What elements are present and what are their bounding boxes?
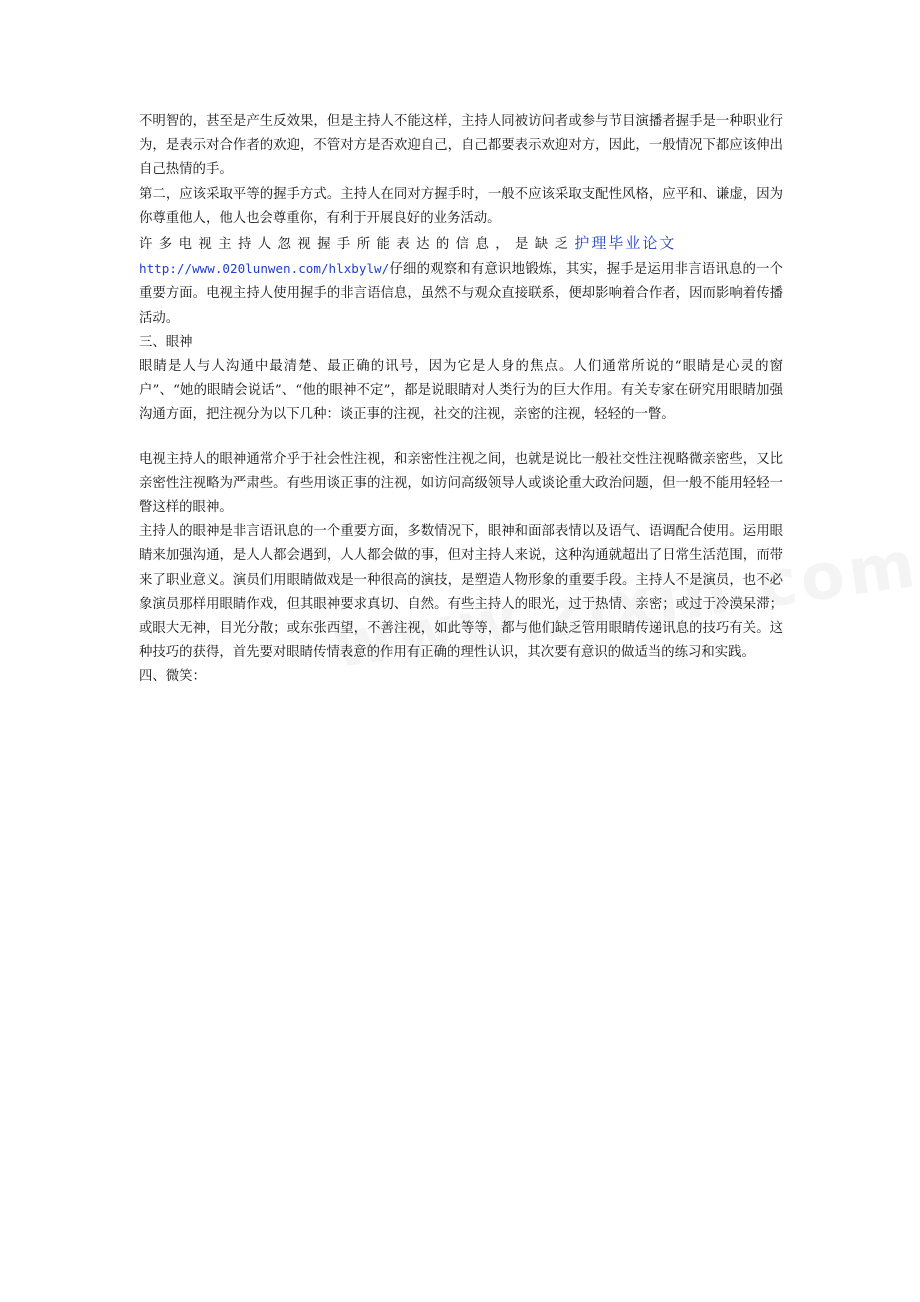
paragraph-handshake-intro: 不明智的，甚至是产生反效果，但是主持人不能这样，主持人同被访问者或参与节目演播者握手是一种职业行为，是表示对合作者的欢迎，不管对方是否欢迎自己，自己都要表示欢迎对方，因此，一般情况下都应该伸出自己热情的手。: [139, 114, 783, 178]
thesis-url-link[interactable]: http://www.020lunwen.com/hlxbylw/: [139, 261, 390, 277]
paragraph-text-end: 仔细的观察和有意识地锻炼，其实，握手是运用非言语讯息的一个重要方面。电视主持人使用握手的非言语信息，虽然不与观众直接联系，便却影响着合作者，因而影响着传播活动。: [139, 262, 783, 326]
paragraph-handshake-info: [139, 231, 783, 331]
paragraph-gap: [139, 428, 783, 448]
paragraph-text-start: 许多电视主持人忽视握手所能表达的信息，是缺乏: [139, 237, 575, 253]
section-heading-eyes: 三、眼神: [139, 334, 193, 350]
paragraph-handshake-equal: 第二，应该采取平等的握手方式。主持人在同对方握手时，一般不应该采取支配性风格，应平和、谦虚，因为你尊重他人，他人也会尊重你，有利于开展良好的业务活动。: [139, 186, 783, 226]
section-heading-smile: 四、微笑：: [139, 669, 206, 685]
paragraph-host-gaze: 电视主持人的眼神通常介乎于社会性注视，和亲密性注视之间，也就是说比一般社交性注视略微亲密些，又比亲密性注视略为严肃些。有些用谈正事的注视，如访问高级领导人或谈论重大政治问题，但一般不能用轻轻一瞥这样的眼神。: [139, 451, 783, 516]
document-body: [139, 110, 783, 690]
paragraph-eye-communication: 主持人的眼神是非言语讯息的一个重要方面，多数情况下，眼神和面部表情以及语气、语调配合使用。运用眼睛来加强沟通，是人人都会遇到，人人都会做的事，但对主持人来说，这种沟通就超出了日常生活范围，而带来了职业意义。演员们用眼睛做戏是一种很高的演技，是塑造人物形象的重要手段。主持人不是演员，也不必象演员那样用眼睛作戏，但其眼神要求真切、自然。有些主持人的眼光，过于热情、亲密；或过于冷漠呆滞；或眼大无神，目光分散；或东张西望，不善注视，如此等等，都与他们缺乏管用眼睛传递讯息的技巧有关。这种技巧的获得，首先要对眼睛传情表意的作用有正确的理性认识，其次要有意识的做适当的练习和实践。: [139, 524, 783, 661]
nursing-thesis-link[interactable]: 护理毕业论文: [574, 234, 677, 253]
paragraph-eyes-signal: 眼睛是人与人沟通中最清楚、最正确的讯号，因为它是人身的焦点。人们通常所说的“眼睛是心灵的窗户”、“她的眼睛会说话”、“他的眼神不定”，都是说眼睛对人类行为的巨大作用。有关专家在研究用眼睛加强沟通方面，把注视分为以下几种：谈正事的注视，社交的注视，亲密的注视，轻轻的一瞥。: [139, 359, 783, 423]
